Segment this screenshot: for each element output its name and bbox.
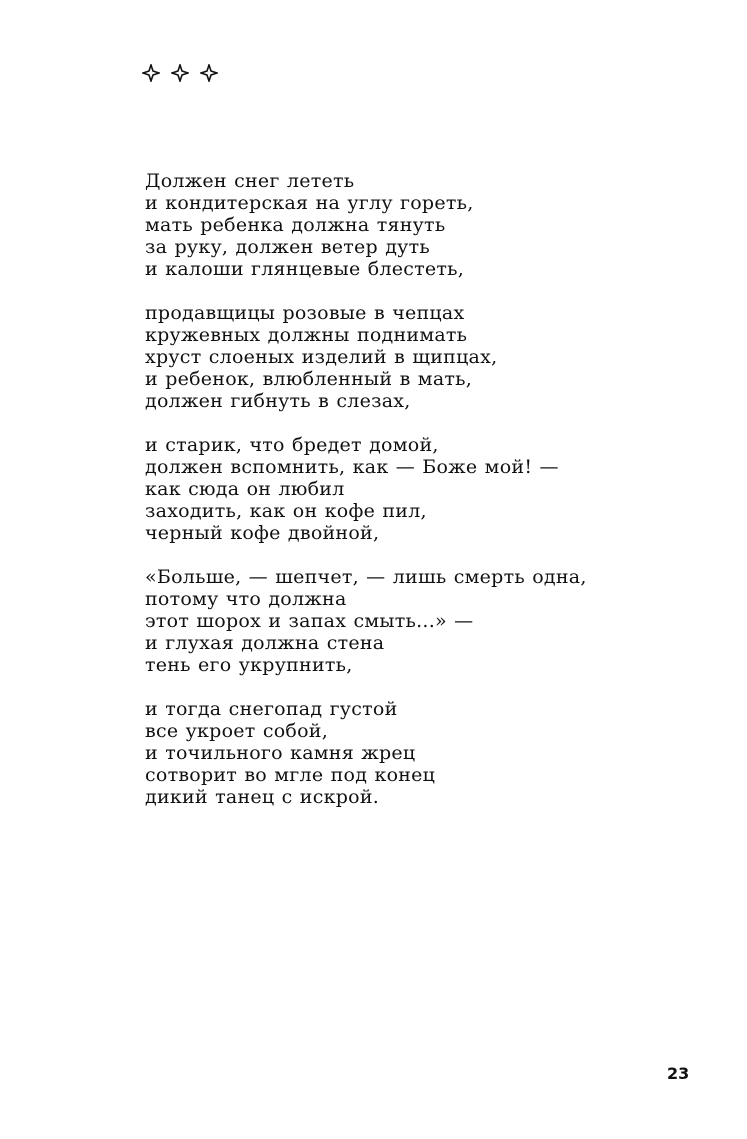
poem-line: за руку, должен ветер дуть [145,236,430,258]
poem-line: должен гибнуть в слезах, [145,390,411,412]
poem-line: должен вспомнить, как — Боже мой! — [145,456,559,478]
poem-line: и калоши глянцевые блестеть, [145,258,465,280]
stanza-4 [145,566,705,676]
stanza-2 [145,302,705,412]
poem-line: сотворит во мгле под конец [145,764,436,786]
poem-line: заходить, как он кофе пил, [145,500,427,522]
poem-line: как сюда он любил [145,478,345,500]
poem-line: мать ребенка должна тянуть [145,214,446,236]
poem-line: и старик, что бредет домой, [145,434,439,456]
stanza-3 [145,434,705,544]
poem-line: все укроет собой, [145,720,328,742]
poem-line: и тогда снегопад густой [145,698,398,720]
poem-line: и кондитерская на углу гореть, [145,192,474,214]
poem-line: кружевных должны поднимать [145,324,468,346]
stanza-1 [145,170,705,280]
four-point-star-icon [200,64,218,82]
poem-line: продавщицы розовые в чепцах [145,302,465,324]
poem-body [145,170,705,830]
poem-line: и глухая должна стена [145,632,385,654]
poem-line: Должен снег лететь [145,170,355,192]
poem-line: этот шорох и запах смыть...» — [145,610,474,632]
four-point-star-icon [142,64,160,82]
poem-line: тень его укрупнить, [145,654,353,676]
poem-line: и ребенок, влюбленный в мать, [145,368,473,390]
poem-line: «Больше, — шепчет, — лишь смерть одна, [145,566,587,588]
poem-line: хруст слоеных изделий в щипцах, [145,346,498,368]
page-number: 23 [667,1064,690,1083]
poem-line: черный кофе двойной, [145,522,380,544]
poem-line: потому что должна [145,588,347,610]
section-ornament [142,62,218,84]
four-point-star-icon [171,64,189,82]
stanza-5 [145,698,705,808]
poem-line: и точильного камня жрец [145,742,416,764]
poem-line: дикий танец с искрой. [145,786,380,808]
